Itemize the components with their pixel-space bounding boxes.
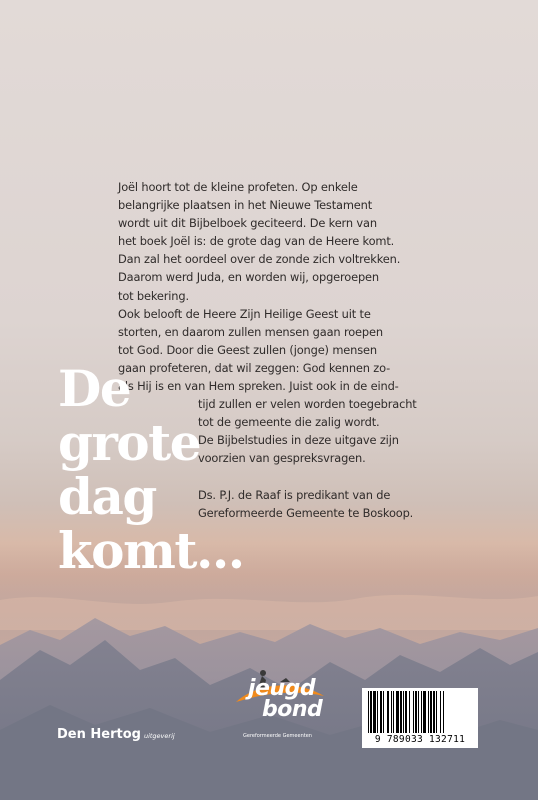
barcode-bar xyxy=(377,691,378,733)
barcode-bar xyxy=(400,691,402,733)
blurb-paragraph-1: Joël hoort tot de kleine profeten. Op enkele belangrijke plaatsen in het Nieuwe Testament wordt uit dit Bijbelboek geciteerd. De kern van het boek Joël is: de grote dag van de Heere komt. Dan zal het oordeel over de zonde zich voltrekken. Daarom werd Juda, en worden wij, opgeroepen tot bekering. xyxy=(118,180,401,303)
author-bio: Ds. P.J. de Raaf is predikant van de Gereformeerde Gemeente te Boskoop. xyxy=(198,487,414,520)
barcode-bar xyxy=(440,691,441,733)
barcode-bar xyxy=(443,691,444,733)
barcode-bar xyxy=(430,691,432,733)
book-title xyxy=(58,359,244,580)
barcode-bar xyxy=(413,691,414,733)
barcode-bar xyxy=(418,691,419,733)
barcode-bar xyxy=(396,691,399,733)
publisher-sub: uitgeverij xyxy=(143,732,175,740)
barcode-bar xyxy=(428,691,429,733)
barcode-bar xyxy=(370,691,372,733)
barcode-bar xyxy=(368,691,369,733)
barcode-bar xyxy=(391,691,392,733)
barcode-bar xyxy=(409,691,410,733)
barcode-bars xyxy=(368,691,472,733)
title-line-4: komt... xyxy=(58,521,244,580)
isbn-number: 9 789033 132711 xyxy=(374,734,466,745)
logo-line-1: jeugd xyxy=(248,676,316,701)
blurb-paragraph-3: tijd zullen er velen worden toegebracht tot de gemeente die zalig wordt. De Bijbelstudies in deze uitgave zijn voorzien van gespreksvragen. xyxy=(198,397,417,466)
barcode-bar xyxy=(436,691,437,733)
publisher-logo xyxy=(57,727,175,742)
title-line-3: dag xyxy=(58,467,156,526)
title-line-1: De xyxy=(58,359,131,418)
publisher-name: Den Hertog xyxy=(57,727,141,742)
barcode-bar xyxy=(405,691,407,733)
blurb-paragraph-2: Ook belooft de Heere Zijn Heilige Geest uit te storten, en daarom zullen mensen gaan roepen tot God. Door die Geest zullen (jonge) mensen gaan profeteren, dat wil zeggen: God kennen zo- als Hij is en van Hem spreken. Juist ook in de eind- xyxy=(118,306,399,394)
barcode-bar xyxy=(393,691,394,733)
nur-code: NUR 700 xyxy=(461,697,470,733)
jeugdbond-logo-text xyxy=(248,678,322,720)
barcode-bar xyxy=(415,691,417,733)
logo-subtitle: Gereformeerde Gemeenten xyxy=(243,733,312,739)
barcode-bar xyxy=(380,691,382,733)
barcode-bar xyxy=(421,691,422,733)
logo-line-2: bond xyxy=(262,697,323,722)
barcode-bar xyxy=(423,691,426,733)
barcode-bar xyxy=(433,691,435,733)
barcode-bar xyxy=(373,691,376,733)
title-line-2: grote xyxy=(58,413,201,472)
barcode-bar xyxy=(403,691,404,733)
barcode-bar xyxy=(383,691,384,733)
barcode-bar xyxy=(387,691,389,733)
